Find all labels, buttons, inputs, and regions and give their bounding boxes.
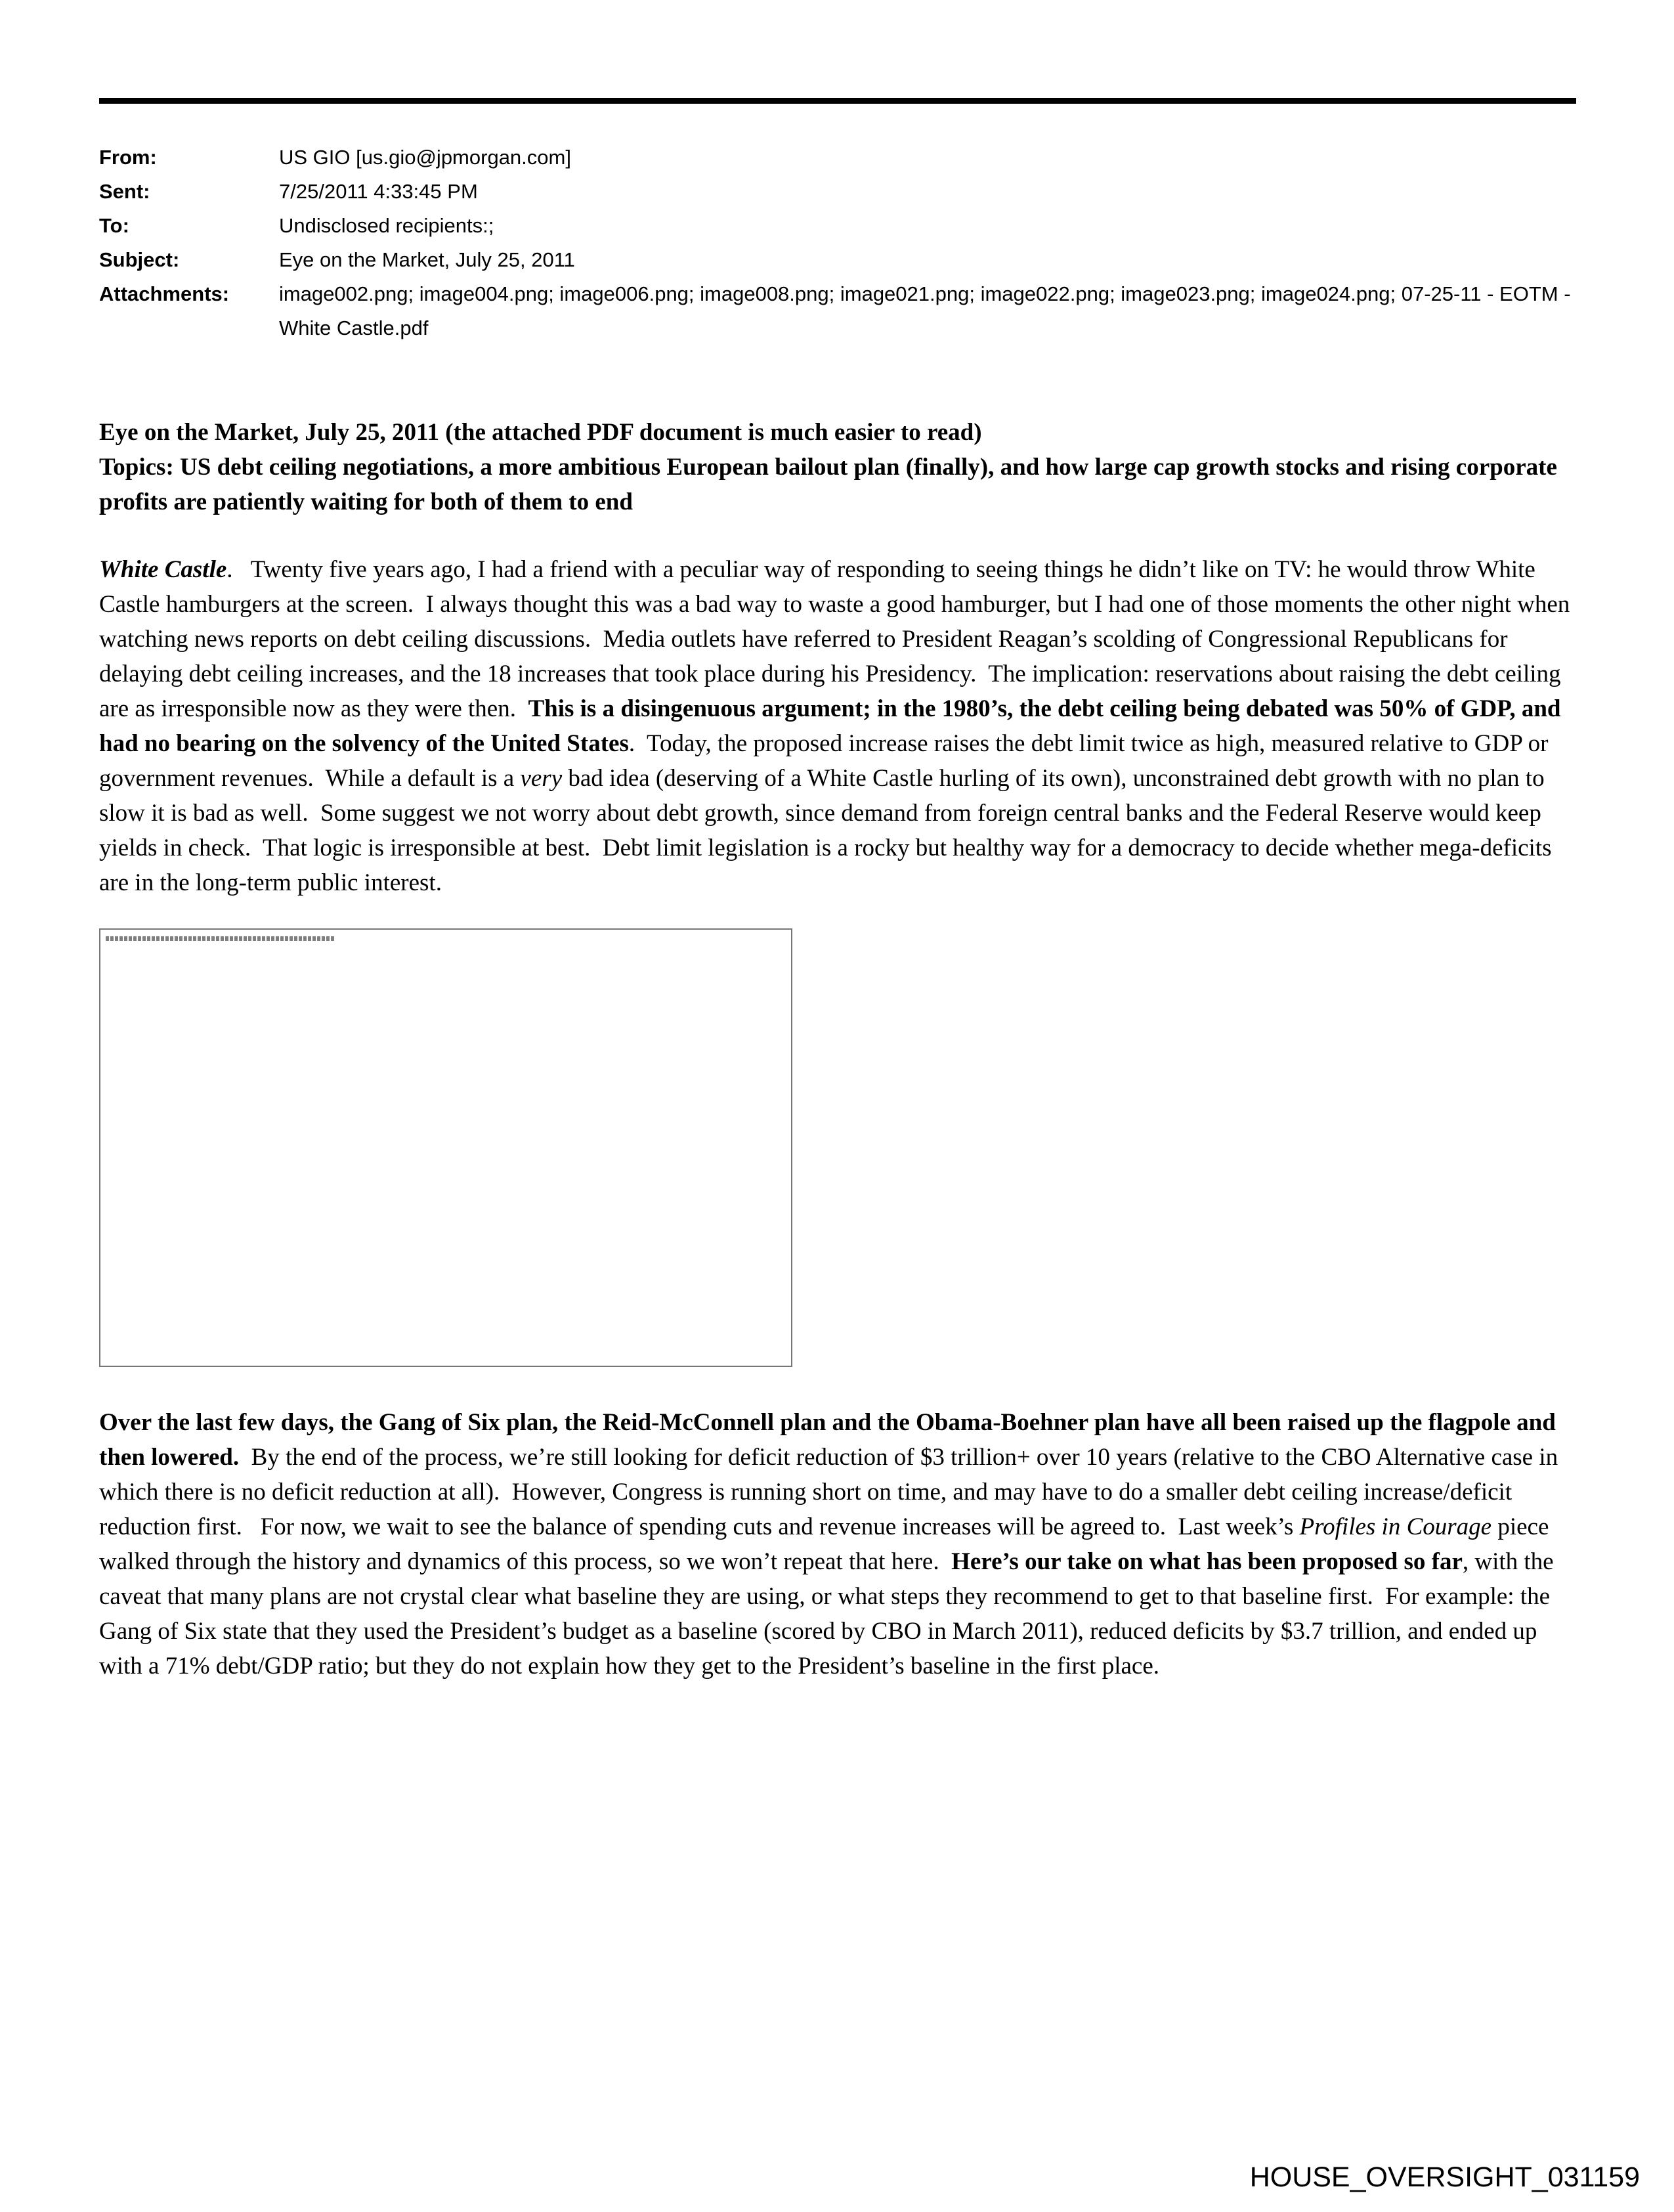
sent-value: 7/25/2011 4:33:45 PM	[279, 180, 478, 203]
bates-number: HOUSE_OVERSIGHT_031159	[1249, 2161, 1640, 2193]
attachments-value: image002.png; image004.png; image006.png; image008.png; image021.png; image022.png; image023.png; image024.png; 07-25-11 - EOTM - White Castle.pdf	[279, 282, 1577, 339]
embedded-image-placeholder	[99, 928, 792, 1367]
header-row-attachments	[99, 277, 1576, 345]
subject-label: Subject:	[99, 248, 180, 271]
gang-of-six-paragraph: Over the last few days, the Gang of Six plan, the Reid-McConnell plan and the Obama-Boehner plan have all been raised up the flagpole and then lowered. By the end of the process, we’re still looking for deficit reduction of $3 trillion+ over 10 years (relative to the CBO Alternative case in which there is no deficit reduction at all). However, Congress is running short on time, and may have to do a smaller debt ceiling increase/deficit reduction first. For now, we wait to see the balance of spending cuts and revenue increases will be agreed to. Last week’s Profiles in Courage piece walked through the history and dynamics of this process, so we won’t repeat that here. Here’s our take on what has been proposed so far, with the caveat that many plans are not crystal clear what baseline they are using, or what steps they recommend to get to that baseline first. For example: the Gang of Six state that they used the President’s budget as a baseline (scored by CBO in March 2011), reduced deficits by $3.7 trillion, and ended up with a 71% debt/GDP ratio; but they do not explain how they get to the President’s baseline in the first place.	[99, 1409, 1564, 1680]
email-title-block	[99, 415, 1576, 519]
subject-value: Eye on the Market, July 25, 2011	[279, 248, 575, 271]
header-row-sent	[99, 175, 1576, 209]
email-topics: Topics: US debt ceiling negotiations, a more ambitious European bailout plan (finally), and how large cap growth stocks and rising corporate profits are patiently waiting for both of them to end	[99, 454, 1557, 515]
from-label: From:	[99, 146, 157, 169]
header-row-subject	[99, 243, 1576, 277]
header-row-to	[99, 209, 1576, 243]
to-label: To:	[99, 214, 129, 237]
email-header	[99, 141, 1576, 345]
to-value: Undisclosed recipients:;	[279, 214, 494, 237]
header-row-from	[99, 141, 1576, 175]
header-top-rule	[99, 98, 1576, 104]
email-title: Eye on the Market, July 25, 2011 (the attached PDF document is much easier to read)	[99, 419, 982, 446]
sent-label: Sent:	[99, 180, 150, 203]
white-castle-paragraph: White Castle. Twenty five years ago, I had a friend with a peculiar way of responding to seeing things he didn’t like on TV: he would throw White Castle hamburgers at the screen. I always thought this was a bad way to waste a good hamburger, but I had one of those moments the other night when watching news reports on debt ceiling discussions. Media outlets have referred to President Reagan’s scolding of Congressional Republicans for delaying debt ceiling increases, and the 18 increases that took place during his Presidency. The implication: reservations about raising the debt ceiling are as irresponsible now as they were then. This is a disingenuous argument; in the 1980’s, the debt ceiling being debated was 50% of GDP, and had no bearing on the solvency of the United States. Today, the proposed increase raises the debt limit twice as high, measured relative to GDP or government revenues. While a default is a very bad idea (deserving of a White Castle hurling of its own), unconstrained debt growth with no plan to slow it is bad as well. Some suggest we not worry about debt growth, since demand from foreign central banks and the Federal Reserve would keep yields in check. That logic is irresponsible at best. Debt limit legislation is a rocky but healthy way for a democracy to decide whether mega-deficits are in the long-term public interest.	[99, 556, 1576, 896]
from-value: US GIO [us.gio@jpmorgan.com]	[279, 146, 571, 169]
attachments-label: Attachments:	[99, 282, 230, 305]
figure-caption-smudge	[106, 936, 335, 941]
